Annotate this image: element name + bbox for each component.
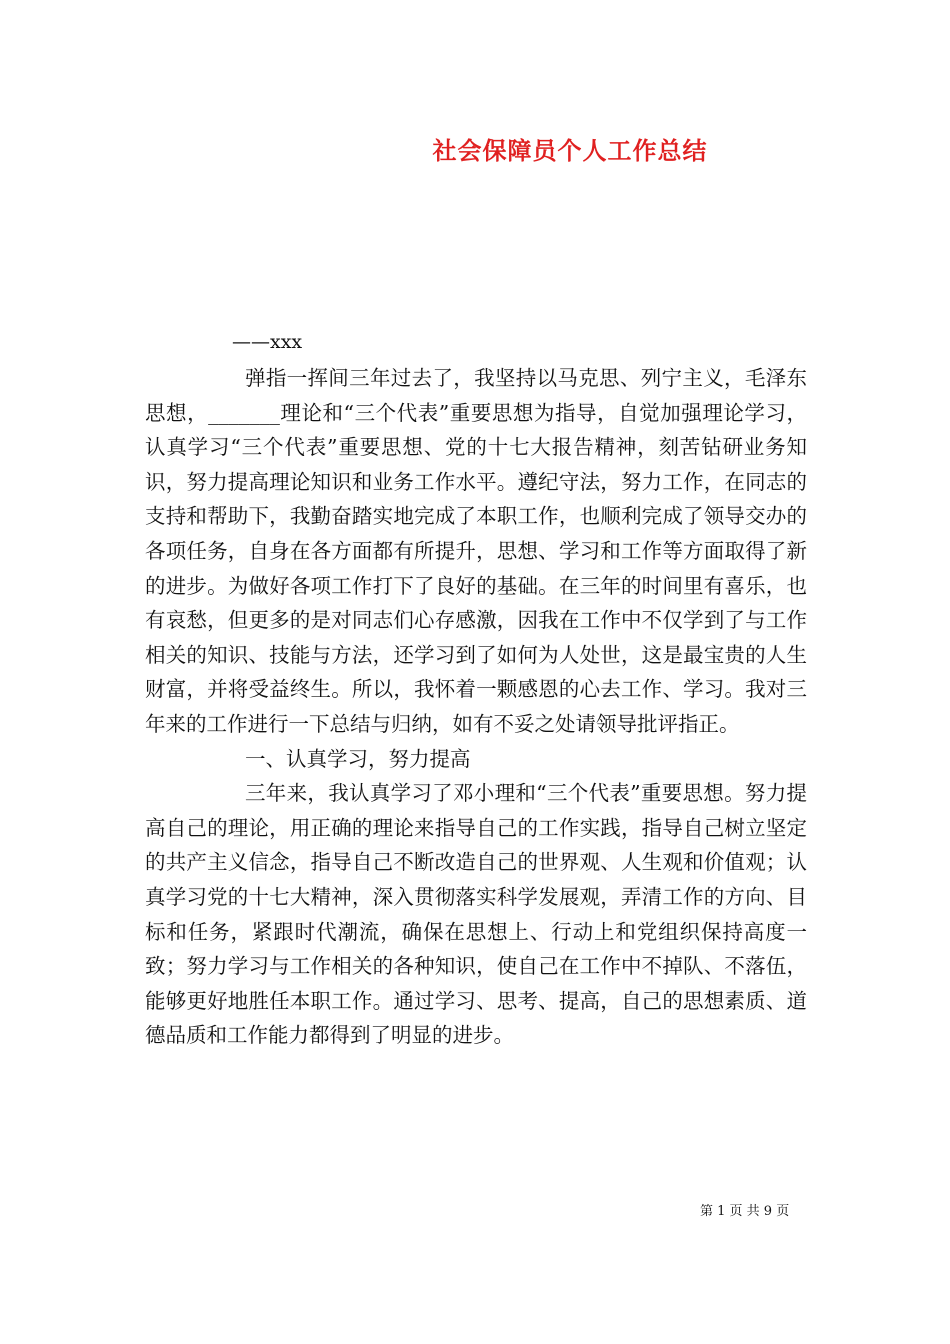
page-title: 社会保障员个人工作总结	[432, 136, 708, 165]
body-text	[145, 361, 807, 1053]
author-line: ——xxx	[232, 331, 303, 353]
page-footer: 第 1 页 共 9 页	[700, 1204, 790, 1219]
section-heading: 一、认真学习，努力提高	[245, 746, 471, 771]
paragraph-section-1: 三年来，我认真学习了邓小理和“三个代表”重要思想。努力提高自己的理论，用正确的理论来指导自己的工作实践，指导自己树立坚定的共产主义信念，指导自己不断改造自己的世界观、人生观和价值观；认真学习党的十七大精神，深入贯彻落实科学发展观，弄清工作的方向、目标和任务，紧跟时代潮流，确保在思想上、行动上和党组织保持高度一致；努力学习与工作相关的各种知识，使自己在工作中不掉队、不落伍，能够更好地胜任本职工作。通过学习、思考、提高，自己的思想素质、道德品质和工作能力都得到了明显的进步。	[145, 781, 807, 1048]
paragraph-intro: 弹指一挥间三年过去了，我坚持以马克思、列宁主义，毛泽东思想，_______理论和“三个代表”重要思想为指导，自觉加强理论学习，认真学习“三个代表”重要思想、党的十七大报告精神，刻苦钻研业务知识，努力提高理论知识和业务工作水平。遵纪守法，努力工作，在同志的支持和帮助下，我勤奋踏实地完成了本职工作，也顺利完成了领导交办的各项任务，自身在各方面都有所提升，思想、学习和工作等方面取得了新的进步。为做好各项工作打下了良好的基础。在三年的时间里有喜乐，也有哀愁，但更多的是对同志们心存感激，因我在工作中不仅学到了与工作相关的知识、技能与方法，还学习到了如何为人处世，这是最宝贵的人生财富，并将受益终生。所以，我怀着一颗感恩的心去工作、学习。我对三年来的工作进行一下总结与归纳，如有不妥之处请领导批评指正。	[145, 366, 807, 736]
